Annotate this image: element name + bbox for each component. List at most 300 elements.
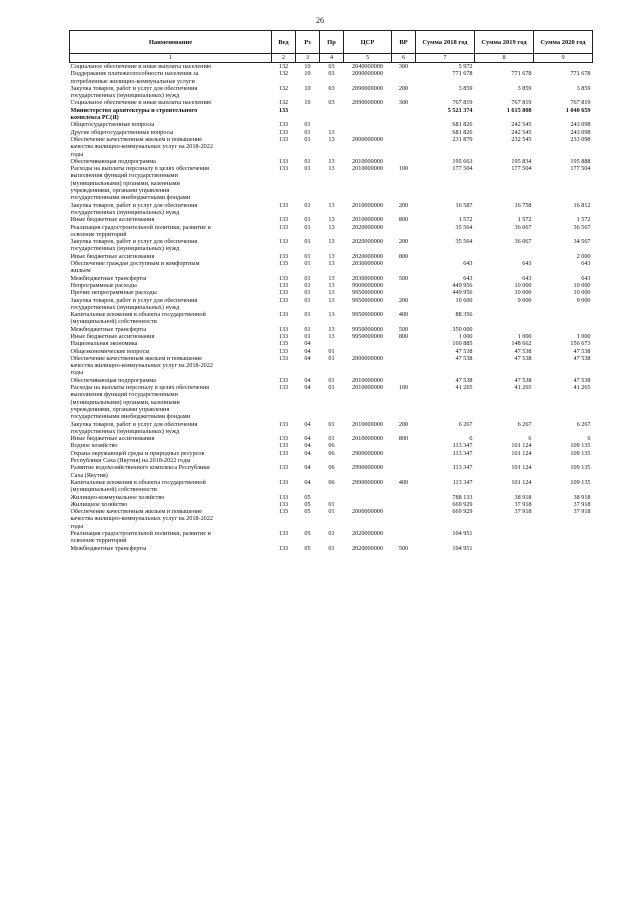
row-vr: 200 (398, 201, 409, 209)
row-sum-2020: 9 000 (576, 296, 591, 304)
row-name: Межбюджетные трансферты (70, 325, 147, 333)
row-rz: 01 (304, 201, 311, 209)
row-sum-2020: 2 000 (576, 252, 591, 260)
row-name: Иные бюджетные ассигнования (70, 216, 155, 224)
row-name: Социальное обеспечение и иные выплаты населению (70, 99, 212, 107)
row-pr: 13 (328, 201, 335, 209)
row-sum-2018: 104 951 (452, 544, 473, 552)
column-number-row (70, 54, 593, 63)
row-ved: 133 (278, 508, 289, 516)
row-sum-2020: 47 538 (573, 376, 591, 384)
row-rz: 01 (304, 274, 311, 282)
row-rz: 04 (304, 384, 311, 392)
row-sum-2020: 109 135 (570, 442, 591, 450)
row-sum-2019: 771 678 (511, 70, 532, 78)
row-ved: 133 (278, 216, 289, 224)
row-name: Непрограммные расходы (70, 281, 137, 289)
table-row (70, 297, 593, 312)
row-ved: 133 (278, 274, 289, 282)
row-sum-2018: 643 (463, 274, 473, 282)
row-csr: 2040000000 (352, 63, 383, 70)
row-rz: 01 (304, 128, 311, 136)
row-sum-2020: 36 567 (573, 223, 591, 231)
row-name: Закупка товаров, работ и услуг для обеспечения государственных (муниципальных) нужд (70, 84, 198, 100)
row-sum-2018: 449 956 (452, 289, 473, 297)
row-pr: 13 (328, 252, 335, 260)
row-sum-2018: 113 347 (452, 478, 473, 486)
row-name: Закупка товаров, работ и услуг для обеспечения государственных (муниципальных) нужд (70, 420, 198, 435)
row-name: Капитальные вложения в объекты государственной (муниципальной) собственности (70, 478, 206, 494)
row-rz: 05 (304, 500, 311, 508)
row-name: Министерство архитектуры и строительного комплекса РС(Я) (70, 106, 198, 122)
row-csr: 2090000000 (352, 84, 383, 92)
table-row (70, 450, 593, 465)
row-sum-2018: 113 347 (452, 464, 473, 472)
row-sum-2020: 37 918 (573, 500, 591, 508)
row-sum-2019 (475, 326, 534, 333)
row-sum-2018: 195 663 (452, 157, 473, 165)
row-vr: 500 (398, 544, 409, 552)
row-pr: 06 (328, 478, 335, 486)
row-vr (392, 282, 416, 289)
table-row (70, 107, 593, 122)
row-ved: 133 (278, 281, 289, 289)
row-sum-2019: 242 545 (511, 128, 532, 136)
row-vr (392, 70, 416, 85)
row-csr: 2020000000 (352, 252, 383, 260)
row-csr (344, 501, 392, 508)
row-vr (392, 107, 416, 122)
row-csr (344, 107, 392, 122)
row-ved: 133 (278, 106, 289, 114)
row-ved: 133 (278, 442, 289, 450)
row-rz: 04 (304, 354, 311, 362)
row-vr (392, 530, 416, 545)
row-sum-2020: 177 504 (570, 165, 591, 173)
row-sum-2019: 1 000 (517, 332, 532, 340)
row-name: Закупка товаров, работ и услуг для обеспечения государственных (муниципальных) нужд (70, 296, 198, 311)
row-csr: 2010000000 (352, 420, 383, 428)
table-row (70, 494, 593, 501)
row-csr: 2990000000 (352, 478, 383, 486)
row-sum-2018: 5 972 (458, 63, 473, 70)
row-csr: 2010000000 (352, 201, 383, 209)
row-sum-2018: 41 265 (455, 384, 473, 392)
row-rz: 01 (304, 121, 311, 129)
row-ved: 133 (278, 238, 289, 246)
table-row (70, 333, 593, 340)
row-vr: 400 (398, 478, 409, 486)
row-vr (392, 289, 416, 296)
row-rz: 05 (304, 544, 311, 552)
row-sum-2019: 177 504 (511, 165, 532, 173)
row-vr: 800 (398, 252, 409, 260)
row-pr: 13 (328, 128, 335, 136)
row-name: Обеспечение качественным жильем и повышение качества жилищно-коммунальных услуг на 2018-2022 годы (70, 508, 213, 530)
table-row (70, 348, 593, 355)
row-sum-2018: 35 564 (455, 238, 473, 246)
row-name: Прочие непрограммные расходы (70, 289, 157, 297)
row-vr: 800 (398, 332, 409, 340)
row-name: Реализация градостроительной политики, развитие и освоение территорий (70, 530, 211, 545)
row-rz: 04 (304, 347, 311, 355)
row-rz: 01 (304, 332, 311, 340)
row-pr: 01 (328, 435, 335, 443)
row-ved: 133 (278, 340, 289, 348)
row-ved: 133 (278, 201, 289, 209)
row-sum-2020: 3 859 (576, 84, 591, 92)
row-name: Расходы на выплаты персоналу в целях обеспечения выполнения функций государственными (муниципальными) органами, казенными учреждениями, органами управления государственными внебюджетными фондами (70, 384, 210, 421)
row-sum-2020: 47 538 (573, 354, 591, 362)
row-vr: 300 (398, 99, 409, 107)
row-csr: 2900000000 (352, 449, 383, 457)
row-rz: 01 (304, 238, 311, 246)
row-sum-2019: 1 572 (517, 216, 532, 224)
row-csr: 2090000000 (352, 70, 383, 78)
row-ved: 133 (278, 165, 289, 173)
header-sum-2019: Сумма 2019 год (475, 31, 534, 54)
row-rz: 01 (304, 311, 311, 319)
row-pr: 06 (328, 442, 335, 450)
row-sum-2020: 38 918 (573, 493, 591, 501)
row-vr: 200 (398, 84, 409, 92)
row-name: Капитальные вложения в объекты государственной (муниципальной) собственности (70, 311, 206, 326)
row-sum-2019: 47 538 (514, 354, 532, 362)
table-row (70, 99, 593, 106)
row-vr (392, 158, 416, 165)
row-sum-2020: 6 (587, 435, 591, 443)
row-csr (344, 348, 392, 355)
row-csr: 2010000000 (352, 165, 383, 173)
row-sum-2020: 109 135 (570, 464, 591, 472)
row-name: Иные бюджетные ассигнования (70, 435, 155, 443)
row-sum-2020: 771 678 (570, 70, 591, 78)
budget-table (69, 30, 593, 552)
row-ved: 133 (278, 252, 289, 260)
row-sum-2019: 101 124 (511, 464, 532, 472)
row-ved: 133 (278, 478, 289, 486)
row-vr (392, 464, 416, 479)
row-vr: 500 (398, 274, 409, 282)
row-sum-2019: 6 (528, 435, 532, 443)
table-row (70, 355, 593, 377)
row-sum-2019: 10 000 (514, 281, 532, 289)
row-csr: 9950000000 (352, 311, 383, 319)
row-sum-2020 (534, 545, 593, 552)
row-pr: 03 (328, 70, 335, 78)
row-pr: 06 (328, 464, 335, 472)
row-sum-2019 (475, 253, 534, 260)
row-csr: 2010000000 (352, 216, 383, 224)
table-row (70, 435, 593, 442)
row-sum-2019: 767 819 (511, 99, 532, 107)
row-sum-2019: 3 859 (517, 84, 532, 92)
table-row (70, 238, 593, 253)
row-name: Реализация градостроительной политики, развитие и освоение территорий (70, 223, 211, 238)
row-sum-2019: 36 067 (514, 238, 532, 246)
row-pr: 13 (328, 238, 335, 246)
row-ved: 133 (278, 544, 289, 552)
row-ved: 132 (278, 84, 289, 92)
row-sum-2020: 37 918 (573, 508, 591, 516)
row-pr: 13 (328, 216, 335, 224)
row-ved: 133 (278, 435, 289, 443)
row-sum-2018: 6 (469, 435, 473, 443)
row-rz (296, 107, 320, 122)
row-ved: 133 (278, 289, 289, 297)
table-row (70, 260, 593, 275)
row-csr: 2020000000 (352, 238, 383, 246)
row-sum-2018: 5 521 374 (447, 106, 473, 114)
table-row (70, 129, 593, 136)
table-row (70, 479, 593, 494)
row-pr: 13 (328, 157, 335, 165)
row-sum-2020: 16 812 (573, 201, 591, 209)
row-sum-2018: 47 538 (455, 347, 473, 355)
table-row (70, 216, 593, 223)
table-row (70, 121, 593, 128)
row-ved: 133 (278, 223, 289, 231)
row-csr: 2030000000 (352, 260, 383, 268)
row-rz: 01 (304, 223, 311, 231)
column-number: 1 (70, 54, 272, 63)
row-ved: 133 (278, 420, 289, 428)
table-header (70, 31, 593, 54)
table-row (70, 442, 593, 449)
row-sum-2020: 6 267 (576, 420, 591, 428)
row-sum-2020 (534, 530, 593, 545)
table-row (70, 136, 593, 158)
row-sum-2020: 41 265 (573, 384, 591, 392)
row-name: Общеэкономические вопросы (70, 347, 150, 355)
table-row (70, 326, 593, 333)
row-name: Национальная экономика (70, 340, 138, 348)
row-vr (392, 260, 416, 275)
row-ved: 132 (278, 63, 289, 70)
table-row (70, 282, 593, 289)
row-vr: 800 (398, 216, 409, 224)
header-sum-2020: Сумма 2020 год (534, 31, 593, 54)
row-vr (392, 501, 416, 508)
header-csr: ЦСР (344, 31, 392, 54)
column-number: 4 (320, 54, 344, 63)
row-sum-2019: 101 124 (511, 478, 532, 486)
row-ved: 132 (278, 70, 289, 78)
row-sum-2019: 232 545 (511, 135, 532, 143)
row-ved: 133 (278, 121, 289, 129)
row-sum-2019: 9 000 (517, 296, 532, 304)
row-csr: 9950000000 (352, 332, 383, 340)
table-body (70, 63, 593, 552)
row-sum-2018: 1 572 (458, 216, 473, 224)
header-ved: Вед (272, 31, 296, 54)
row-ved: 133 (278, 311, 289, 319)
row-sum-2020: 156 673 (570, 340, 591, 348)
row-ved: 133 (278, 384, 289, 392)
header-name: Наименование (70, 31, 272, 54)
row-ved: 133 (278, 128, 289, 136)
table-row (70, 530, 593, 545)
row-sum-2018: 35 564 (455, 223, 473, 231)
row-rz: 01 (304, 281, 311, 289)
row-rz: 04 (304, 435, 311, 443)
row-name: Общегосударственные вопросы (70, 121, 155, 129)
row-rz: 10 (304, 63, 311, 70)
row-csr: 9950000000 (352, 289, 383, 297)
table-row (70, 377, 593, 384)
row-csr: 2090000000 (352, 99, 383, 107)
row-vr (392, 494, 416, 501)
header-rz: Рз (296, 31, 320, 54)
row-sum-2019: 643 (522, 260, 532, 268)
row-ved: 133 (278, 500, 289, 508)
row-pr: 13 (328, 135, 335, 143)
row-name: Обеспечение граждан доступным и комфортным жильем (70, 260, 200, 275)
row-name: Поддержание платежеспособности населения за потребленные жилищно-коммунальные услуги (70, 70, 199, 85)
row-name: Развитие водохозяйственного комплекса Республики Саха (Якутия) (70, 464, 210, 479)
table-row (70, 158, 593, 165)
row-csr: 2020000000 (352, 530, 383, 537)
row-rz: 01 (304, 260, 311, 268)
row-name: Иные бюджетные ассигнования (70, 332, 155, 340)
row-pr (320, 107, 344, 122)
row-vr: 400 (398, 311, 409, 319)
table-row (70, 501, 593, 508)
row-name: Жилищно-коммунальное хозяйство (70, 493, 165, 501)
row-sum-2020 (534, 326, 593, 333)
row-sum-2019: 195 834 (511, 157, 532, 165)
row-rz: 04 (304, 464, 311, 472)
row-sum-2018: 113 347 (452, 442, 473, 450)
row-rz: 01 (304, 252, 311, 260)
row-sum-2018: 160 885 (452, 340, 473, 348)
row-sum-2018: 47 538 (455, 354, 473, 362)
row-pr: 13 (328, 260, 335, 268)
row-sum-2020 (534, 311, 593, 326)
row-sum-2019 (475, 63, 534, 71)
row-sum-2019: 643 (522, 274, 532, 282)
row-sum-2019: 101 124 (511, 449, 532, 457)
row-rz: 01 (304, 325, 311, 333)
row-sum-2018: 177 504 (452, 165, 473, 173)
row-ved: 133 (278, 135, 289, 143)
row-sum-2019: 6 267 (517, 420, 532, 428)
row-sum-2018: 669 929 (452, 500, 473, 508)
row-sum-2019: 38 918 (514, 493, 532, 501)
row-csr: 2020000000 (352, 544, 383, 552)
row-sum-2018: 113 347 (452, 449, 473, 457)
table-row (70, 311, 593, 326)
row-pr: 13 (328, 325, 335, 333)
row-sum-2019: 148 662 (511, 340, 532, 348)
row-ved: 133 (278, 376, 289, 384)
row-rz: 01 (304, 135, 311, 143)
row-csr (344, 340, 392, 347)
table-row (70, 85, 593, 100)
table-row (70, 289, 593, 296)
row-sum-2020: 47 538 (573, 347, 591, 355)
row-ved: 133 (278, 354, 289, 362)
row-sum-2020 (534, 63, 593, 71)
row-ved: 133 (278, 332, 289, 340)
row-sum-2020: 10 000 (573, 289, 591, 297)
table-row (70, 70, 593, 85)
row-vr (392, 508, 416, 530)
row-rz: 10 (304, 99, 311, 107)
row-csr: 9900000000 (352, 281, 383, 289)
row-rz: 04 (304, 449, 311, 457)
row-name: Социальное обеспечение и иные выплаты населению (70, 63, 212, 70)
row-name: Закупка товаров, работ и услуг для обеспечения государственных (муниципальных) нужд (70, 201, 198, 216)
row-pr: 01 (328, 500, 335, 508)
table-row (70, 464, 593, 479)
row-sum-2019: 101 124 (511, 442, 532, 450)
table-row (70, 253, 593, 260)
row-sum-2018: 16 587 (455, 201, 473, 209)
row-rz: 05 (304, 493, 311, 501)
row-rz: 05 (304, 530, 311, 537)
row-vr: 200 (398, 238, 409, 246)
row-sum-2019 (475, 545, 534, 552)
row-rz: 10 (304, 70, 311, 78)
row-rz: 05 (304, 508, 311, 516)
row-csr: 2010000000 (352, 157, 383, 165)
row-vr (392, 355, 416, 377)
row-name: Расходы на выплаты персоналу в целях обеспечения выполнения функций государственными (муниципальными) органами, казенными учреждениями, органами управления государственными внебюджетными фондами (70, 165, 210, 202)
row-pr: 01 (328, 354, 335, 362)
row-sum-2020: 1 572 (576, 216, 591, 224)
row-rz: 01 (304, 157, 311, 165)
row-csr: 2000000000 (352, 508, 383, 516)
row-ved: 133 (278, 530, 289, 537)
row-rz: 10 (304, 84, 311, 92)
column-number: 2 (272, 54, 296, 63)
row-pr: 03 (328, 63, 335, 70)
row-name: Межбюджетные трансферты (70, 274, 147, 282)
table-row (70, 275, 593, 282)
row-vr (392, 224, 416, 239)
table-row (70, 224, 593, 239)
row-vr (392, 129, 416, 136)
row-pr: 13 (328, 289, 335, 297)
row-sum-2020: 109 135 (570, 478, 591, 486)
table-row (70, 384, 593, 420)
row-sum-2018: 1 000 (458, 332, 473, 340)
row-rz: 04 (304, 340, 311, 348)
row-sum-2019: 47 538 (514, 347, 532, 355)
row-csr: 2030000000 (352, 274, 383, 282)
row-sum-2018 (416, 253, 475, 260)
row-vr: 100 (398, 165, 409, 173)
row-sum-2019: 47 538 (514, 376, 532, 384)
row-sum-2020: 233 098 (570, 135, 591, 143)
column-number: 9 (534, 54, 593, 63)
row-pr: 01 (328, 420, 335, 428)
row-sum-2018: 681 826 (452, 128, 473, 136)
row-sum-2018: 350 000 (452, 325, 473, 333)
header-sum-2018: Сумма 2018 год (416, 31, 475, 54)
row-rz: 01 (304, 216, 311, 224)
row-sum-2020: 10 000 (573, 281, 591, 289)
row-rz: 04 (304, 442, 311, 450)
row-vr: 300 (398, 63, 409, 70)
row-sum-2019: 36 067 (514, 223, 532, 231)
row-csr (344, 129, 392, 136)
row-sum-2018: 104 951 (452, 530, 473, 537)
row-csr: 2020000000 (352, 223, 383, 231)
row-pr: 13 (328, 332, 335, 340)
row-csr: 2010000000 (352, 435, 383, 443)
